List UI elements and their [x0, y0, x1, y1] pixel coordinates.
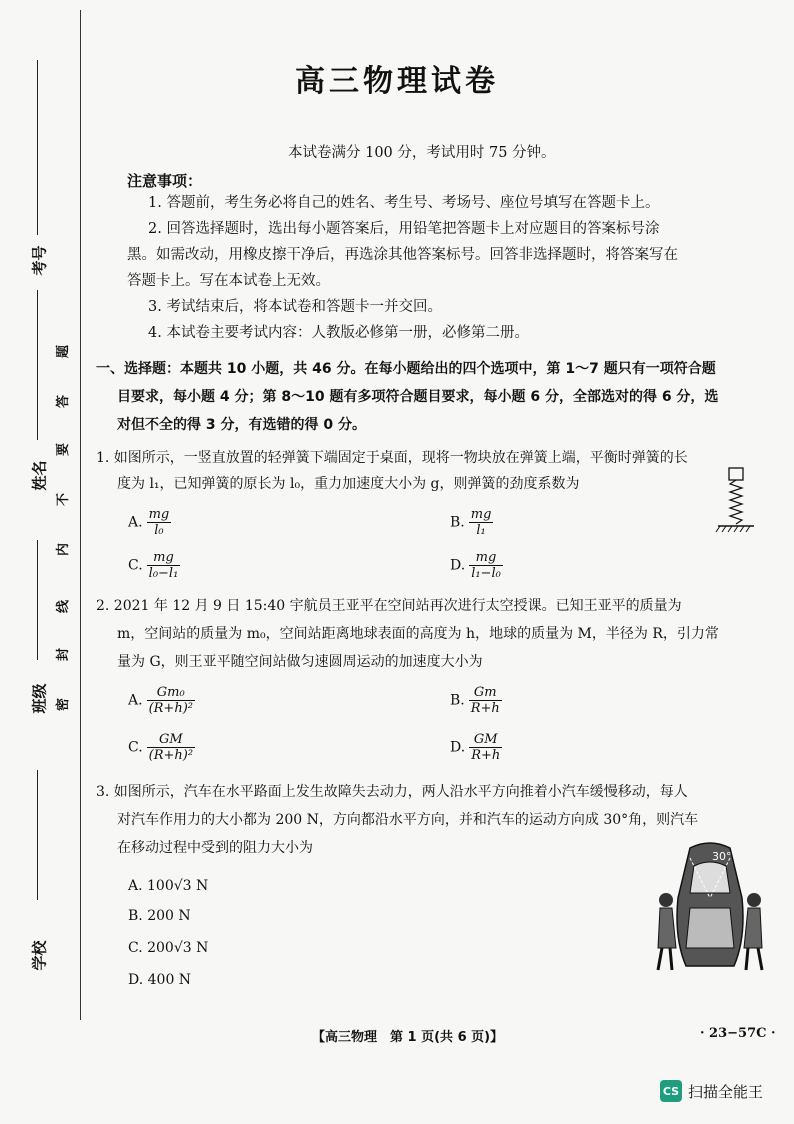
q2-option-a[interactable]: A. $\frac{\text{Gm₀}}{\text{(R+h)²}}$ [128, 685, 193, 716]
q1-option-c[interactable]: C. $\frac{mg}{\text{l₀−l₁}}$ [128, 550, 179, 581]
car-push-figure [650, 838, 770, 978]
note-4: 4. 本试卷主要考试内容：人教版必修第一册，必修第二册。 [148, 325, 529, 341]
question-3-stem: 对汽车作用力的大小都为 200 N，方向都沿水平方向，并和汽车的运动方向成 30°角，则汽车 [117, 812, 699, 828]
section-instruction: 目要求，每小题 4 分；第 8～10 题有多项符合题目要求，每小题 6 分，全部选对的得 6 分，选 [117, 389, 719, 405]
seal-char: 题 [56, 344, 72, 359]
seal-line [80, 10, 81, 1020]
note-3: 3. 考试结束后，将本试卷和答题卡一并交回。 [148, 299, 442, 315]
question-3-stem: 3. 如图所示，汽车在水平路面上发生故障失去动力，两人沿水平方向推着小汽车缓慢移动，每人 [96, 784, 688, 800]
q1-option-a[interactable]: A. $\frac{mg}{\text{l₀}}$ [128, 507, 170, 538]
notes-title: 注意事项： [127, 172, 203, 190]
q2-option-b[interactable]: B. $\frac{Gm}{R+h}$ [450, 685, 500, 716]
seal-char: 线 [56, 599, 72, 614]
name-field-line [37, 290, 38, 440]
question-2-stem: m，空间站的质量为 m₀，空间站距离地球表面的高度为 h，地球的质量为 M，半径为 R，引力常 [117, 626, 719, 642]
q3-option-a[interactable]: A. 100√3 N [128, 878, 209, 894]
page-footer: 【高三物理 第 1 页(共 6 页)】 [312, 1030, 504, 1045]
question-1-stem: 1. 如图所示，一竖直放置的轻弹簧下端固定于桌面，现将一物块放在弹簧上端，平衡时弹簧的长 [96, 450, 688, 466]
seal-char: 封 [56, 647, 72, 662]
seal-char: 不 [56, 492, 72, 507]
watermark-text: 扫描全能王 [688, 1082, 764, 1101]
section-instruction: 一、选择题：本题共 10 小题，共 46 分。在每小题给出的四个选项中，第 1～7 题只有一项符合题 [96, 361, 716, 377]
class-label: 班级 [30, 683, 49, 714]
exam-no-label: 考号 [30, 245, 49, 276]
question-3-stem: 在移动过程中受到的阻力大小为 [117, 840, 313, 856]
q2-option-d[interactable]: D. $\frac{GM}{R+h}$ [450, 732, 501, 763]
paper-code: · 23−57C · [700, 1026, 776, 1041]
angle-label: 30° [712, 850, 732, 863]
question-2-stem: 2. 2021 年 12 月 9 日 15:40 宇航员王亚平在空间站再次进行太空授课。已知王亚平的质量为 [96, 598, 682, 614]
note-2: 2. 回答选择题时，选出每小题答案后，用铅笔把答题卡上对应题目的答案标号涂 [148, 221, 660, 237]
camscanner-logo-icon: CS [660, 1080, 682, 1102]
note-1: 1. 答题前，考生务必将自己的姓名、考生号、考场号、座位号填写在答题卡上。 [148, 195, 660, 211]
note-2-cont: 黑。如需改动，用橡皮擦干净后，再选涂其他答案标号。回答非选择题时，将答案写在 [127, 247, 678, 263]
school-field-line [37, 770, 38, 900]
scanner-watermark [660, 1080, 763, 1102]
name-label: 姓名 [30, 460, 49, 491]
page-title: 高三物理试卷 [295, 64, 499, 99]
q3-option-d[interactable]: D. 400 N [128, 972, 192, 988]
note-2-cont: 答题卡上。写在本试卷上无效。 [127, 273, 330, 289]
spring-figure [712, 466, 760, 538]
q3-option-c[interactable]: C. 200√3 N [128, 940, 209, 956]
q2-option-c[interactable]: C. $\frac{GM}{\text{(R+h)²}}$ [128, 732, 194, 763]
q3-option-b[interactable]: B. 200 N [128, 908, 191, 924]
seal-char: 密 [56, 697, 72, 712]
q1-option-b[interactable]: B. $\frac{mg}{\text{l₁}}$ [450, 507, 492, 538]
seal-char: 要 [56, 442, 72, 457]
school-label: 学校 [30, 940, 49, 971]
exam-intro: 本试卷满分 100 分，考试用时 75 分钟。 [288, 145, 556, 161]
seal-char: 内 [56, 542, 72, 557]
seal-char: 答 [56, 394, 72, 409]
section-instruction: 对但不全的得 3 分，有选错的得 0 分。 [117, 417, 366, 433]
binding-margin [0, 0, 88, 1124]
question-1-stem: 度为 l₁，已知弹簧的原长为 l₀，重力加速度大小为 g，则弹簧的劲度系数为 [117, 476, 580, 492]
class-field-line [37, 540, 38, 660]
question-2-stem: 量为 G，则王亚平随空间站做匀速圆周运动的加速度大小为 [117, 654, 483, 670]
q1-option-d[interactable]: D. $\frac{mg}{\text{l₁−l₀}}$ [450, 550, 501, 581]
